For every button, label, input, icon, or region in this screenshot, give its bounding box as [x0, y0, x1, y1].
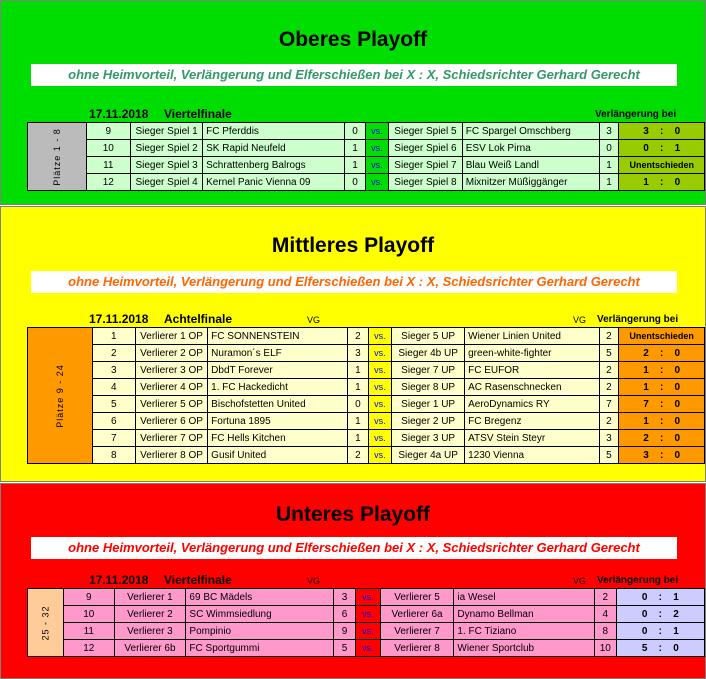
home-team: Kernel Panic Vienna 09 [203, 174, 345, 191]
away-source: Sieger 2 UP [392, 413, 465, 430]
home-vg: 2 [348, 447, 369, 464]
away-source: Sieger Spiel 7 [389, 157, 463, 174]
match-number: 12 [64, 640, 114, 657]
versus-label: vs. [356, 623, 381, 640]
score-separator: : [659, 432, 664, 444]
extension-condition [619, 345, 705, 362]
match-row [28, 589, 705, 606]
score-separator: : [659, 347, 664, 359]
match-number: 4 [92, 379, 135, 396]
extension-condition [619, 379, 705, 396]
away-team: ESV Lok Pirna [462, 140, 599, 157]
match-table [27, 122, 705, 191]
away-source: Verlierer 7 [380, 623, 454, 640]
away-vg: 3 [599, 123, 619, 140]
ext-score-away: 1 [673, 591, 679, 603]
match-date: 17.11.2018 [89, 107, 149, 121]
away-team: Dynamo Bellman [454, 606, 595, 623]
round-name: Viertelfinale [164, 107, 232, 121]
away-vg: 1 [599, 174, 619, 191]
ext-score-away: 0 [674, 347, 681, 359]
extension-condition [616, 606, 704, 623]
match-row [28, 640, 705, 657]
home-vg: 1 [348, 413, 369, 430]
places-label: 25 - 32 [28, 589, 64, 657]
ext-score-away: 2 [673, 608, 679, 620]
match-table [27, 327, 705, 464]
extension-header: Verlängerung bei [595, 109, 677, 120]
ext-score-home: 1 [643, 415, 649, 427]
section-mittleres-playoff [0, 206, 706, 482]
home-team: Fortuna 1895 [208, 413, 348, 430]
ext-score-home: 2 [643, 347, 649, 359]
ext-score-away: 0 [674, 381, 681, 393]
score-separator: : [659, 398, 664, 410]
ext-score-away: 0 [674, 398, 681, 410]
match-row [28, 345, 705, 362]
score-separator: : [659, 364, 664, 376]
round-name: Viertelfinale [164, 573, 232, 587]
match-number: 10 [86, 140, 131, 157]
home-vg: 0 [345, 174, 365, 191]
home-vg: 3 [333, 589, 355, 606]
match-number: 8 [92, 447, 135, 464]
away-team: FC Bregenz [465, 413, 599, 430]
match-row [28, 174, 705, 191]
vg-label-away: VG [573, 576, 587, 586]
section-unteres-playoff [0, 483, 706, 679]
score-separator: : [659, 381, 664, 393]
home-source: Verlierer 7 OP [135, 430, 207, 447]
match-number: 1 [92, 328, 135, 345]
home-vg: 0 [348, 396, 369, 413]
away-source: Sieger Spiel 6 [389, 140, 463, 157]
versus-label: vs. [356, 606, 381, 623]
home-vg: 1 [348, 379, 369, 396]
score-separator: : [660, 125, 664, 137]
away-source: Verlierer 8 [380, 640, 454, 657]
ext-score-home: 0 [643, 142, 649, 154]
home-vg: 5 [333, 640, 355, 657]
extension-condition [616, 640, 704, 657]
home-team: Gusif United [208, 447, 348, 464]
away-team: 1230 Vienna [465, 447, 599, 464]
match-row [28, 362, 705, 379]
match-row [28, 140, 705, 157]
home-source: Verlierer 6 OP [135, 413, 207, 430]
versus-label: vs. [365, 174, 388, 191]
ext-score-home: 0 [641, 591, 648, 603]
home-source: Verlierer 5 OP [135, 396, 207, 413]
away-vg: 1 [599, 157, 619, 174]
versus-label: vs. [365, 140, 388, 157]
away-team: AeroDynamics RY [465, 396, 599, 413]
away-source: Sieger 7 UP [392, 362, 465, 379]
score-separator: : [658, 642, 662, 654]
home-team: SC Wimmsiedlung [186, 606, 333, 623]
away-team: AC Rasenschnecken [465, 379, 599, 396]
versus-label: vs. [368, 413, 391, 430]
away-source: Sieger 8 UP [392, 379, 465, 396]
home-source: Verlierer 6b [114, 640, 186, 657]
match-number: 5 [92, 396, 135, 413]
away-team: Wiener Linien United [465, 328, 599, 345]
extension-condition [619, 362, 705, 379]
home-source: Sieger Spiel 3 [131, 157, 203, 174]
away-source: Sieger 5 UP [392, 328, 465, 345]
home-vg: 1 [345, 140, 365, 157]
score-separator: : [660, 176, 664, 188]
home-source: Sieger Spiel 1 [131, 123, 203, 140]
home-source: Verlierer 4 OP [135, 379, 207, 396]
match-date: 17.11.2018 [89, 573, 149, 587]
extension-condition [619, 413, 705, 430]
home-vg: 9 [333, 623, 355, 640]
away-vg: 4 [594, 606, 616, 623]
score-separator: : [658, 625, 662, 637]
away-vg: 8 [594, 623, 616, 640]
versus-label: vs. [368, 362, 391, 379]
versus-label: vs. [368, 430, 391, 447]
versus-label: vs. [368, 328, 391, 345]
ext-score-home: 0 [641, 608, 648, 620]
extension-header: Verlängerung bei [597, 314, 679, 325]
home-source: Verlierer 1 OP [135, 328, 207, 345]
away-vg: 2 [599, 379, 619, 396]
ext-score-away: 0 [674, 176, 681, 188]
home-vg: 1 [345, 157, 365, 174]
versus-label: vs. [368, 345, 391, 362]
ext-score-home: 2 [643, 432, 649, 444]
away-team: ia Wesel [454, 589, 595, 606]
extension-condition [616, 589, 704, 606]
away-vg: 2 [599, 328, 619, 345]
match-row [28, 623, 705, 640]
match-row [28, 379, 705, 396]
vg-label-away: VG [573, 315, 587, 325]
rules-banner: ohne Heimvorteil, Verlängerung und Elferschießen bei X : X, Schiedsrichter Gerhard Gerecht [31, 64, 677, 86]
ext-score-away: 1 [674, 142, 681, 154]
section-title: Unteres Playoff [275, 503, 431, 526]
ext-score-home: 1 [643, 364, 649, 376]
home-vg: 1 [348, 430, 369, 447]
match-number: 11 [64, 623, 114, 640]
away-team: Mixnitzer Müßiggänger [462, 174, 599, 191]
away-source: Sieger 1 UP [392, 396, 465, 413]
away-vg: 2 [599, 413, 619, 430]
away-source: Verlierer 6a [380, 606, 454, 623]
score-separator: : [658, 608, 662, 620]
score-separator: : [659, 415, 664, 427]
ext-score-home: 1 [643, 381, 649, 393]
extension-header: Verlängerung bei [597, 575, 679, 586]
ext-score-away: 0 [674, 449, 681, 461]
home-vg: 2 [348, 328, 369, 345]
away-source: Sieger 4a UP [392, 447, 465, 464]
versus-label: vs. [356, 589, 381, 606]
score-separator: : [660, 142, 664, 154]
versus-label: vs. [356, 640, 381, 657]
match-row [28, 430, 705, 447]
ext-score-away: 0 [674, 125, 681, 137]
home-source: Verlierer 2 OP [135, 345, 207, 362]
match-number: 11 [86, 157, 131, 174]
away-team: Blau Weiß Landl [462, 157, 599, 174]
home-team: Bischofstetten United [208, 396, 348, 413]
match-table [27, 588, 705, 657]
home-team: FC SONNENSTEIN [208, 328, 348, 345]
home-team: 1. FC Hackedicht [208, 379, 348, 396]
match-number: 6 [92, 413, 135, 430]
match-row [28, 328, 705, 345]
ext-score-away: 0 [674, 364, 681, 376]
extension-condition [619, 174, 705, 191]
home-source: Verlierer 3 [114, 623, 186, 640]
places-label: Plätze 1 - 8 [28, 123, 87, 191]
away-team: ATSV Stein Steyr [465, 430, 599, 447]
away-vg: 2 [599, 362, 619, 379]
home-team: FC Pferddis [203, 123, 345, 140]
extension-condition [619, 430, 705, 447]
extension-condition [619, 123, 705, 140]
versus-label: vs. [368, 447, 391, 464]
versus-label: vs. [365, 157, 388, 174]
home-team: 69 BC Mädels [186, 589, 333, 606]
home-team: FC Hells Kitchen [208, 430, 348, 447]
home-team: Schrattenberg Balrogs [203, 157, 345, 174]
home-source: Verlierer 1 [114, 589, 186, 606]
match-number: 9 [86, 123, 131, 140]
match-row [28, 606, 705, 623]
match-number: 2 [92, 345, 135, 362]
ext-score-home: 0 [641, 625, 648, 637]
away-vg: 10 [594, 640, 616, 657]
home-team: SK Rapid Neufeld [203, 140, 345, 157]
home-vg: 6 [333, 606, 355, 623]
away-source: Sieger Spiel 5 [389, 123, 463, 140]
match-number: 9 [64, 589, 114, 606]
match-row [28, 123, 705, 140]
extension-condition [619, 396, 705, 413]
ext-score-home: 3 [643, 449, 649, 461]
ext-score-away: 0 [673, 642, 679, 654]
vg-label-home: VG [307, 315, 321, 325]
match-number: 3 [92, 362, 135, 379]
ext-score-away: 0 [674, 432, 681, 444]
versus-label: vs. [365, 123, 388, 140]
away-team: FC EUFOR [465, 362, 599, 379]
away-vg: 2 [594, 589, 616, 606]
rules-banner: ohne Heimvorteil, Verlängerung und Elferschießen bei X : X, Schiedsrichter Gerhard Gerecht [31, 271, 677, 293]
away-vg: 3 [599, 430, 619, 447]
home-source: Verlierer 8 OP [135, 447, 207, 464]
away-source: Sieger 4b UP [392, 345, 465, 362]
round-name: Achtelfinale [164, 312, 233, 326]
extension-condition [619, 447, 705, 464]
match-number: 12 [86, 174, 131, 191]
match-row [28, 157, 705, 174]
match-row [28, 413, 705, 430]
away-source: Sieger 3 UP [392, 430, 465, 447]
home-source: Sieger Spiel 4 [131, 174, 203, 191]
away-team: Wiener Sportclub [454, 640, 595, 657]
extension-condition [616, 623, 704, 640]
away-vg: 5 [599, 447, 619, 464]
ext-score-away: 1 [673, 625, 679, 637]
match-number: 7 [92, 430, 135, 447]
ext-score-home: 1 [643, 176, 649, 188]
match-date: 17.11.2018 [89, 312, 149, 326]
home-source: Verlierer 3 OP [135, 362, 207, 379]
away-team: 1. FC Tiziano [454, 623, 595, 640]
rules-banner: ohne Heimvorteil, Verlängerung und Elferschießen bei X : X, Schiedsrichter Gerhard Gerecht [31, 537, 677, 559]
match-number: 10 [64, 606, 114, 623]
match-row [28, 396, 705, 413]
away-vg: 0 [599, 140, 619, 157]
section-title: Oberes Playoff [278, 28, 428, 51]
extension-condition: Unentschieden [619, 328, 705, 345]
home-team: Pompinio [186, 623, 333, 640]
ext-score-home: 3 [643, 125, 649, 137]
score-separator: : [659, 449, 664, 461]
ext-score-away: 0 [674, 415, 681, 427]
vg-label-home: VG [307, 576, 321, 586]
home-vg: 3 [348, 345, 369, 362]
away-team: green-white-fighter [465, 345, 599, 362]
away-vg: 7 [599, 396, 619, 413]
section-title: Mittleres Playoff [271, 234, 435, 257]
away-source: Sieger Spiel 8 [389, 174, 463, 191]
versus-label: vs. [368, 379, 391, 396]
places-label: Plätze 9 - 24 [28, 328, 93, 464]
ext-score-home: 5 [641, 642, 648, 654]
section-oberes-playoff [0, 0, 706, 205]
home-vg: 0 [345, 123, 365, 140]
match-row [28, 447, 705, 464]
home-team: DbdT Forever [208, 362, 348, 379]
away-vg: 5 [599, 345, 619, 362]
home-team: FC Sportgummi [186, 640, 333, 657]
away-team: FC Spargel Omschberg [462, 123, 599, 140]
extension-condition [619, 140, 705, 157]
versus-label: vs. [368, 396, 391, 413]
ext-score-home: 7 [643, 398, 649, 410]
home-vg: 1 [348, 362, 369, 379]
score-separator: : [658, 591, 662, 603]
away-source: Verlierer 5 [380, 589, 454, 606]
extension-condition: Unentschieden [619, 157, 705, 174]
home-team: Nuramon´s ELF [208, 345, 348, 362]
home-source: Sieger Spiel 2 [131, 140, 203, 157]
home-source: Verlierer 2 [114, 606, 186, 623]
